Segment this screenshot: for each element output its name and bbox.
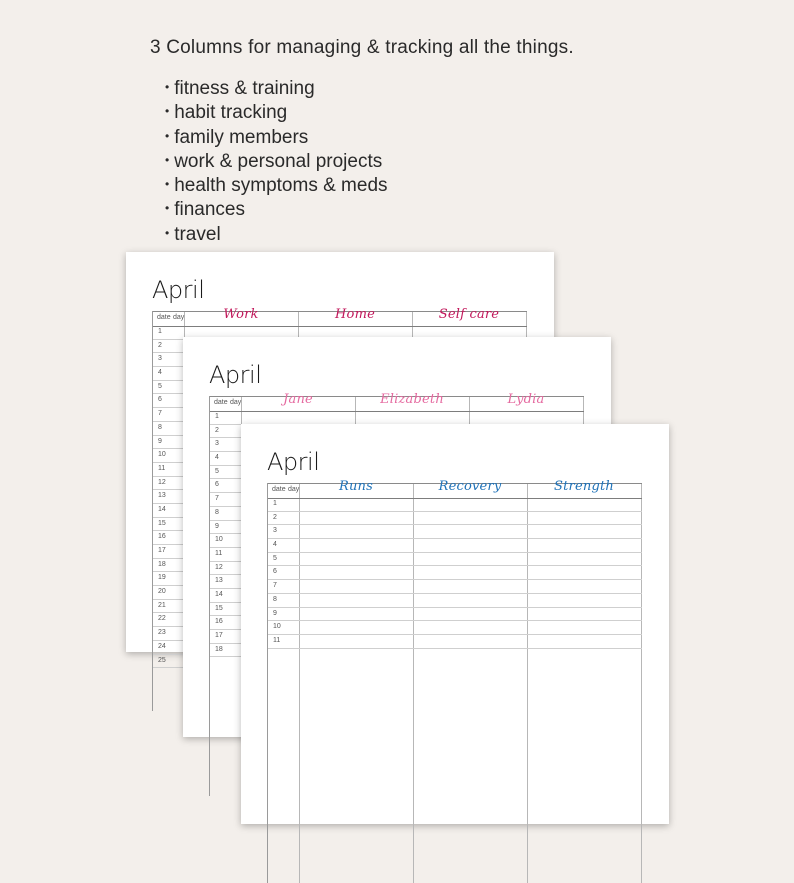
row-date: 16 (158, 533, 166, 541)
row-date: 2 (273, 513, 277, 521)
row-date: 7 (215, 495, 219, 503)
table-row (268, 580, 642, 594)
grid-header (210, 392, 584, 412)
row-date: 10 (158, 451, 166, 459)
grid-header (268, 479, 642, 499)
row-date: 6 (215, 481, 219, 489)
row-date: 1 (215, 413, 219, 420)
row-date: 11 (215, 549, 223, 557)
month-title: April (267, 448, 320, 476)
row-date: 23 (158, 629, 166, 637)
table-row (268, 498, 642, 512)
row-date: 6 (158, 396, 162, 404)
row-date: 15 (215, 604, 223, 612)
row-date: 8 (215, 508, 219, 516)
table-row (268, 608, 642, 622)
row-date: 7 (273, 582, 277, 590)
row-date: 2 (215, 426, 219, 434)
row-date: 5 (158, 382, 162, 390)
row-date: 4 (273, 541, 277, 549)
date-label: date (272, 486, 286, 493)
table-row (268, 635, 642, 649)
row-date: 13 (158, 492, 166, 500)
row-date: 18 (215, 645, 223, 653)
headline: 3 Columns for managing & tracking all the things. (150, 37, 574, 58)
row-date: 22 (158, 615, 166, 623)
row-date: 5 (215, 467, 219, 475)
list-item: • habit tracking (165, 100, 388, 124)
row-date: 13 (215, 577, 223, 585)
row-date: 5 (273, 554, 277, 562)
row-date: 12 (158, 478, 166, 486)
row-date: 14 (215, 590, 223, 598)
row-date: 24 (158, 642, 166, 650)
list-item: • family members (165, 125, 388, 149)
row-date: 17 (158, 547, 166, 554)
grid-header (153, 307, 527, 327)
column-heading: Elizabeth (380, 392, 444, 407)
day-label: day (173, 314, 185, 321)
row-date: 9 (273, 609, 277, 617)
list-item: • finances (165, 197, 388, 221)
list-item: • work & personal projects (165, 149, 388, 173)
table-row (268, 525, 642, 539)
row-date: 1 (273, 500, 277, 507)
table-row (268, 539, 642, 553)
row-date: 20 (158, 588, 166, 596)
list-item: • health symptoms & meds (165, 173, 388, 197)
day-label: day (288, 486, 300, 493)
row-date: 4 (215, 454, 219, 462)
row-date: 14 (158, 505, 166, 513)
list-item: • travel (165, 222, 388, 246)
date-rows (268, 498, 642, 649)
date-label: date (214, 399, 228, 406)
month-title: April (152, 276, 205, 304)
row-date: 7 (158, 410, 162, 418)
column-heading: Recovery (438, 479, 502, 494)
table-row (268, 553, 642, 567)
row-date: 25 (158, 656, 166, 664)
tracker-grid (267, 479, 642, 883)
row-date: 9 (158, 437, 162, 445)
month-title: April (209, 361, 262, 389)
column-heading: Self care (438, 307, 500, 322)
column-heading: Work (223, 307, 259, 322)
column-heading: Home (335, 307, 375, 322)
row-date: 2 (158, 341, 162, 349)
row-date: 17 (215, 632, 223, 639)
table-row (268, 512, 642, 526)
row-date: 8 (158, 423, 162, 431)
row-date: 10 (215, 536, 223, 544)
row-date: 19 (158, 574, 166, 582)
row-date: 8 (273, 595, 277, 603)
row-date: 3 (273, 527, 277, 535)
row-date: 6 (273, 568, 277, 576)
table-row (210, 411, 584, 425)
column-heading: Strength (554, 479, 614, 494)
planner-sheet-fitness (241, 424, 669, 824)
row-date: 4 (158, 369, 162, 377)
column-heading: Runs (338, 479, 373, 494)
row-date: 3 (158, 355, 162, 363)
column-heading: Jane (283, 392, 313, 407)
column-heading: Lydia (507, 392, 545, 407)
table-row (268, 621, 642, 635)
row-date: 11 (158, 464, 166, 472)
row-date: 12 (215, 563, 223, 571)
row-date: 9 (215, 522, 219, 530)
row-date: 10 (273, 623, 281, 631)
list-item: • fitness & training (165, 76, 388, 100)
table-row (268, 594, 642, 608)
table-row (268, 566, 642, 580)
feature-list (165, 76, 388, 246)
row-date: 16 (215, 618, 223, 626)
day-label: day (230, 399, 242, 406)
date-label: date (157, 314, 171, 321)
row-date: 1 (158, 328, 162, 335)
row-date: 21 (158, 601, 166, 609)
row-date: 15 (158, 519, 166, 527)
row-date: 11 (273, 636, 281, 644)
row-date: 3 (215, 440, 219, 448)
row-date: 18 (158, 560, 166, 568)
